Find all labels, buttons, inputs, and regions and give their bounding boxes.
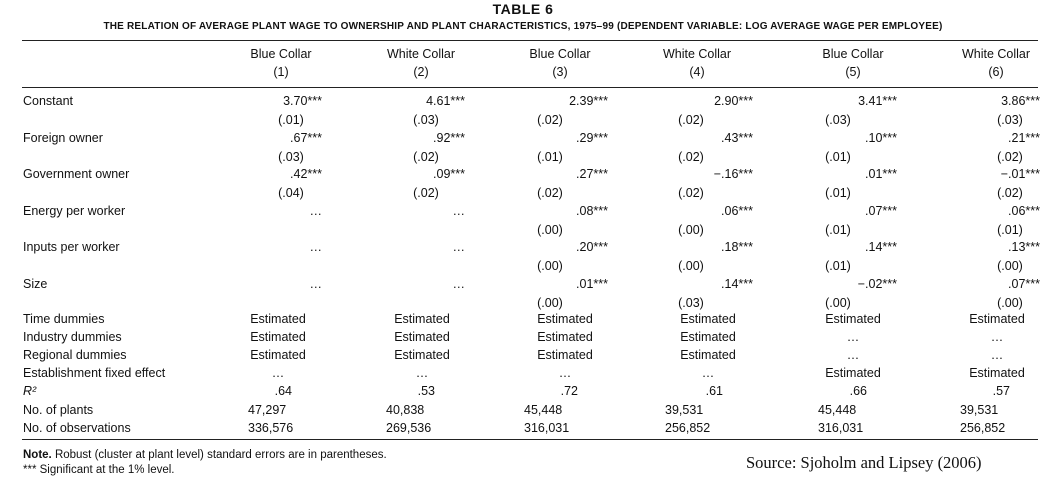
coefficient-cell: −.16*** (713, 167, 753, 181)
dummy-cell: … (415, 366, 429, 380)
coefficient-cell: .07*** (865, 203, 897, 218)
standard-error-cell: (.01) (825, 222, 851, 237)
bottom-rule (22, 439, 1038, 440)
coefficient-cell: −.02*** (857, 276, 897, 291)
standard-error-cell: (.02) (537, 113, 563, 127)
count-cell: 256,852 (665, 421, 711, 435)
top-rule (22, 40, 1038, 41)
row-label: Size (23, 276, 48, 291)
standard-error-cell: (.02) (678, 149, 704, 164)
standard-error-cell: (.00) (678, 259, 704, 273)
coefficient-cell: 4.61*** (426, 94, 465, 108)
r-squared-cell: .53 (417, 384, 435, 398)
dummy-cell: … (846, 330, 860, 344)
coefficient-cell: .01*** (865, 167, 897, 181)
note-label: Note. (23, 449, 52, 461)
standard-error-cell: (.03) (825, 113, 851, 127)
dummy-cell: Estimated (680, 312, 736, 326)
table-subtitle: THE RELATION OF AVERAGE PLANT WAGE TO OWNERSHIP AND PLANT CHARACTERISTICS, 1975–99 (DEPENDENT VARIABLE: LOG AVERAGE WAGE PER EMPLOYEE) (103, 21, 943, 32)
standard-error-cell: (.03) (278, 149, 304, 164)
column-header-number: (5) (845, 65, 861, 79)
standard-error-cell: (.00) (537, 222, 563, 237)
row-label: Government owner (23, 167, 130, 181)
column-header-number: (4) (689, 65, 705, 79)
coefficient-cell: .27*** (576, 167, 608, 181)
column-header-number: (3) (552, 65, 568, 79)
standard-error-cell: (.01) (537, 149, 563, 164)
row-label: Energy per worker (23, 203, 126, 218)
row-label: Industry dummies (23, 330, 122, 344)
coefficient-cell: 3.41*** (858, 94, 897, 108)
dummy-cell: Estimated (537, 348, 593, 362)
coefficient-cell: 3.70*** (283, 94, 322, 108)
dummy-cell: … (558, 366, 572, 380)
row-label: Foreign owner (23, 130, 103, 145)
coefficient-cell: 2.39*** (569, 94, 608, 108)
row-label: No. of observations (23, 421, 131, 435)
r-squared-cell: .61 (705, 384, 723, 398)
dummy-cell: Estimated (825, 312, 881, 326)
standard-error-cell: (.00) (825, 295, 851, 310)
r-squared-cell: .72 (560, 384, 578, 398)
column-header-number: (6) (988, 65, 1004, 79)
dummy-cell: Estimated (250, 312, 306, 326)
row-label: No. of plants (23, 403, 94, 417)
coefficient-cell: 2.90*** (714, 94, 753, 108)
dummy-cell: … (846, 348, 860, 362)
column-header-number: (1) (273, 65, 289, 79)
coefficient-cell: .14*** (721, 276, 753, 291)
count-cell: 316,031 (524, 421, 570, 435)
count-cell: 336,576 (248, 421, 294, 435)
coefficient-cell: .07*** (1008, 276, 1040, 291)
count-cell: 269,536 (386, 421, 432, 435)
dummy-cell: Estimated (250, 330, 306, 344)
dummy-cell: Estimated (969, 312, 1025, 326)
r-squared-cell: .66 (849, 384, 867, 398)
count-cell: 39,531 (665, 403, 704, 417)
header-rule (22, 87, 1038, 88)
coefficient-cell: … (309, 240, 322, 254)
table-note (23, 448, 387, 462)
column-header-name: Blue Collar (250, 47, 312, 61)
dummy-cell: Estimated (680, 330, 736, 344)
coefficient-cell: … (309, 276, 322, 291)
standard-error-cell: (.00) (997, 295, 1023, 310)
coefficient-cell: .06*** (1008, 203, 1040, 218)
standard-error-cell: (.01) (278, 113, 304, 127)
source-citation: Source: Sjoholm and Lipsey (2006) (746, 453, 982, 472)
coefficient-cell: −.01*** (1000, 167, 1040, 181)
column-header-name: White Collar (386, 47, 456, 61)
coefficient-cell: .42*** (290, 167, 322, 181)
standard-error-cell: (.00) (537, 295, 563, 310)
standard-error-cell: (.02) (413, 149, 439, 164)
coefficient-cell: .06*** (721, 203, 753, 218)
table-title: TABLE 6 (492, 1, 554, 17)
coefficient-cell: .21*** (1008, 130, 1040, 145)
dummy-cell: … (990, 330, 1004, 344)
coefficient-cell: .13*** (1008, 240, 1040, 254)
coefficient-cell: .29*** (576, 130, 608, 145)
standard-error-cell: (.01) (825, 259, 851, 273)
count-cell: 256,852 (960, 421, 1006, 435)
coefficient-cell: .18*** (721, 240, 753, 254)
row-label: Establishment fixed effect (23, 366, 166, 380)
standard-error-cell: (.02) (997, 186, 1023, 200)
coefficient-cell: 3.86*** (1001, 94, 1040, 108)
standard-error-cell: (.01) (825, 186, 851, 200)
coefficient-cell: .67*** (290, 130, 322, 145)
dummy-cell: Estimated (969, 366, 1025, 380)
dummy-cell: Estimated (250, 348, 306, 362)
row-label: R² (23, 384, 37, 398)
count-cell: 316,031 (818, 421, 864, 435)
coefficient-cell: .10*** (865, 130, 897, 145)
column-header-name: White Collar (961, 47, 1031, 61)
standard-error-cell: (.03) (997, 113, 1023, 127)
count-cell: 47,297 (248, 403, 287, 417)
coefficient-cell: .14*** (865, 240, 897, 254)
count-cell: 45,448 (818, 403, 857, 417)
row-label: Regional dummies (23, 348, 127, 362)
dummy-cell: Estimated (537, 312, 593, 326)
standard-error-cell: (.00) (997, 259, 1023, 273)
standard-error-cell: (.01) (997, 222, 1023, 237)
dummy-cell: … (271, 366, 285, 380)
count-cell: 39,531 (960, 403, 999, 417)
standard-error-cell: (.04) (278, 186, 304, 200)
coefficient-cell: .08*** (576, 203, 608, 218)
coefficient-cell: .01*** (576, 276, 608, 291)
standard-error-cell: (.03) (678, 295, 704, 310)
column-header-name: Blue Collar (822, 47, 884, 61)
r-squared-cell: .64 (274, 384, 292, 398)
coefficient-cell: … (452, 276, 465, 291)
dummy-cell: … (701, 366, 715, 380)
dummy-cell: Estimated (825, 366, 881, 380)
count-cell: 40,838 (386, 403, 425, 417)
coefficient-cell: .09*** (433, 167, 465, 181)
coefficient-cell: .20*** (576, 240, 608, 254)
standard-error-cell: (.02) (678, 113, 704, 127)
standard-error-cell: (.02) (537, 186, 563, 200)
row-label: Inputs per worker (23, 240, 120, 254)
dummy-cell: Estimated (394, 348, 450, 362)
dummy-cell: Estimated (537, 330, 593, 344)
dummy-cell: Estimated (680, 348, 736, 362)
column-header-number: (2) (413, 65, 429, 79)
r-squared-cell: .57 (992, 384, 1010, 398)
coefficient-cell: … (309, 203, 322, 218)
column-header-name: Blue Collar (529, 47, 591, 61)
note-text: Robust (cluster at plant level) standard errors are in parentheses. (51, 449, 387, 461)
count-cell: 45,448 (524, 403, 563, 417)
standard-error-cell: (.00) (537, 259, 563, 273)
standard-error-cell: (.02) (997, 149, 1023, 164)
dummy-cell: Estimated (394, 312, 450, 326)
row-label: Constant (23, 94, 74, 108)
standard-error-cell: (.00) (678, 222, 704, 237)
dummy-cell: … (990, 348, 1004, 362)
coefficient-cell: .43*** (721, 130, 753, 145)
row-label: Time dummies (23, 312, 105, 326)
standard-error-cell: (.03) (413, 113, 439, 127)
coefficient-cell: … (452, 240, 465, 254)
coefficient-cell: … (452, 203, 465, 218)
standard-error-cell: (.02) (678, 186, 704, 200)
standard-error-cell: (.02) (413, 186, 439, 200)
standard-error-cell: (.01) (825, 149, 851, 164)
column-header-name: White Collar (662, 47, 732, 61)
significance-note: *** Significant at the 1% level. (23, 464, 175, 476)
coefficient-cell: .92*** (433, 130, 465, 145)
dummy-cell: Estimated (394, 330, 450, 344)
